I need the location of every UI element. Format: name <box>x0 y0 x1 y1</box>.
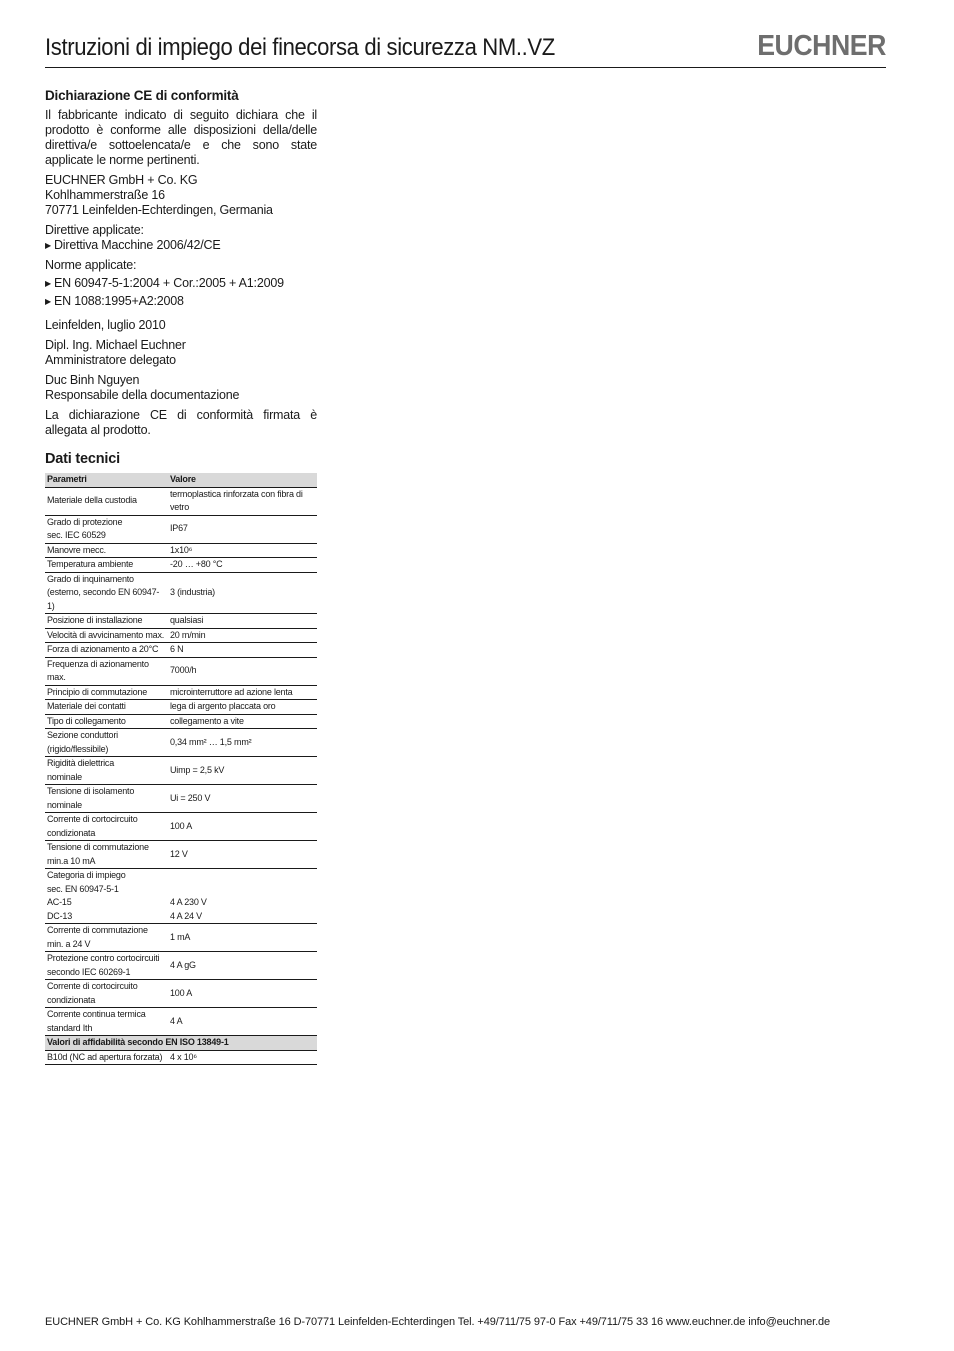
parameter-text: Forza di azionamento a 20°C <box>47 644 159 654</box>
parameter-text: Frequenza di azionamento max. <box>47 658 149 682</box>
value-text: 4 A gG <box>170 959 196 970</box>
value-cell <box>168 1050 317 1065</box>
parameter-cell <box>45 952 168 980</box>
parameter-cell <box>45 729 168 757</box>
table-row <box>45 1008 317 1036</box>
table-row <box>45 714 317 729</box>
value-text <box>170 883 315 897</box>
table-row <box>45 729 317 757</box>
parameter-cell <box>45 572 168 614</box>
value-text: 6 N <box>170 644 184 654</box>
value-text: 0,34 mm² … 1,5 mm² <box>170 736 252 747</box>
value-cell <box>168 785 317 813</box>
parameter-text: Materiale della custodia <box>47 495 137 506</box>
parameter-cell <box>45 1050 168 1065</box>
parameter-text: Materiale dei contatti <box>47 701 126 711</box>
value-cell <box>168 813 317 841</box>
parameter-text: Tensione di commutazione <box>47 842 149 852</box>
value-cell <box>168 924 317 952</box>
value-cell <box>168 980 317 1008</box>
signer-1: Dipl. Ing. Michael Euchner Amministratore delegato <box>45 338 186 367</box>
table-row <box>45 628 317 643</box>
tech-table-body <box>45 487 317 1065</box>
table-row <box>45 924 317 952</box>
value-text: microinterruttore ad azione lenta <box>170 686 293 697</box>
parameter-cell <box>45 558 168 573</box>
norm-item: ▶ EN 60947-5-1:2004 + Cor.:2005 + A1:2009 <box>45 276 284 290</box>
table-row <box>45 757 317 785</box>
parameter-cell <box>45 757 168 785</box>
value-text: 12 V <box>170 848 188 859</box>
parameter-text: Posizione di installazione <box>47 615 143 625</box>
declaration-closing: La dichiarazione CE di conformità firmata è allegata al prodotto. <box>45 408 317 437</box>
parameter-text: (rigido/flessibile) <box>47 743 109 754</box>
parameter-text: sec. EN 60947-5-1 <box>47 883 119 894</box>
norms-label: Norme applicate: <box>45 258 137 272</box>
value-text: qualsiasi <box>170 615 204 625</box>
value-text <box>170 869 315 883</box>
value-cell <box>168 643 317 658</box>
value-cell <box>168 543 317 558</box>
parameter-text: Manovre mecc. <box>47 544 106 555</box>
parameter-text: Grado di inquinamento <box>47 573 134 584</box>
parameter-text: Protezione contro cortocircuiti <box>47 953 160 963</box>
parameter-cell <box>45 714 168 729</box>
value-cell <box>168 628 317 643</box>
directives-block <box>45 223 317 253</box>
value-text: 100 A <box>170 820 193 831</box>
manufacturer-address <box>45 173 317 218</box>
value-text: 4 A <box>170 1015 183 1026</box>
parameter-text: Corrente di commutazione <box>47 925 148 935</box>
parameter-text: nominale <box>47 771 82 782</box>
value-cell <box>168 952 317 980</box>
parameter-text: condizionata <box>47 827 96 838</box>
parameter-cell <box>45 869 168 924</box>
table-row <box>45 558 317 573</box>
value-cell <box>168 729 317 757</box>
value-text: 100 A <box>170 987 193 998</box>
parameter-text: Categoria di impiego <box>47 870 126 880</box>
place-date: Leinfelden, luglio 2010 <box>45 318 166 332</box>
parameter-text: standard Ith <box>47 1022 93 1033</box>
value-text: termoplastica rinforzata con fibra di vetro <box>170 488 303 512</box>
value-text: 4 x 10⁶ <box>170 1051 197 1062</box>
bullet-triangle-icon: ▶ <box>45 279 51 288</box>
table-row <box>45 614 317 629</box>
value-text: 4 A 24 V <box>170 910 202 921</box>
parameter-text: min. a 24 V <box>47 938 91 949</box>
table-row <box>45 1050 317 1065</box>
column-header-value: Valore <box>168 473 317 487</box>
table-row <box>45 657 317 685</box>
value-cell <box>168 869 317 924</box>
tech-data-heading: Dati tecnici <box>45 451 120 467</box>
bullet-triangle-icon: ▶ <box>45 297 51 306</box>
parameter-cell <box>45 657 168 685</box>
parameter-cell <box>45 643 168 658</box>
parameter-text: min.a 10 mA <box>47 855 96 866</box>
value-text: IP67 <box>170 523 188 534</box>
table-row <box>45 813 317 841</box>
value-text: 3 (industria) <box>170 587 215 597</box>
table-row <box>45 841 317 869</box>
table-row <box>45 515 317 543</box>
value-text: Ui = 250 V <box>170 792 211 803</box>
reliability-section-row <box>45 1036 317 1051</box>
parameter-text: Corrente di cortocircuito <box>47 981 138 991</box>
value-cell <box>168 841 317 869</box>
value-cell <box>168 614 317 629</box>
tech-data-table <box>45 473 317 1065</box>
value-cell <box>168 1008 317 1036</box>
value-cell <box>168 757 317 785</box>
value-text: collegamento a vite <box>170 715 244 726</box>
parameter-cell <box>45 685 168 700</box>
table-header-row <box>45 473 317 487</box>
table-row <box>45 785 317 813</box>
value-text: 1 mA <box>170 931 191 942</box>
parameter-cell <box>45 813 168 841</box>
parameter-text: Corrente continua termica <box>47 1009 146 1019</box>
parameter-cell <box>45 543 168 558</box>
table-row <box>45 700 317 715</box>
value-cell <box>168 487 317 515</box>
value-cell <box>168 515 317 543</box>
parameter-cell <box>45 924 168 952</box>
parameter-text: sec. IEC 60529 <box>47 530 106 540</box>
value-text: 7000/h <box>170 665 197 676</box>
parameter-text: secondo IEC 60269-1 <box>47 966 131 977</box>
parameter-text: Rigidità dielettrica <box>47 758 115 768</box>
parameter-text: Principio di commutazione <box>47 686 148 697</box>
parameter-text: Sezione conduttori <box>47 730 118 740</box>
parameter-text: B10d (NC ad apertura forzata) <box>47 1051 163 1062</box>
parameter-text: Corrente di cortocircuito <box>47 814 138 824</box>
norms-block <box>45 258 317 309</box>
value-text: lega di argento placcata oro <box>170 701 276 711</box>
value-text: 4 A 230 V <box>170 897 207 907</box>
parameter-cell <box>45 628 168 643</box>
value-cell <box>168 700 317 715</box>
parameter-text: AC-15 <box>47 897 72 907</box>
parameter-text: Temperatura ambiente <box>47 559 134 569</box>
value-cell <box>168 657 317 685</box>
parameter-cell <box>45 785 168 813</box>
parameter-cell <box>45 841 168 869</box>
value-cell <box>168 572 317 614</box>
parameter-text: (esterno, secondo EN 60947-1) <box>47 587 160 611</box>
parameter-text: Velocità di avvicinamento max. <box>47 629 165 640</box>
table-row <box>45 572 317 614</box>
page-header <box>45 30 886 68</box>
parameter-cell <box>45 515 168 543</box>
value-text: -20 … +80 °C <box>170 559 223 569</box>
parameter-cell <box>45 700 168 715</box>
value-text: Uimp = 2,5 kV <box>170 764 225 775</box>
parameter-text: Grado di protezione <box>47 516 123 527</box>
euchner-logo: EUCHNER <box>757 30 886 62</box>
address-line: 70771 Leinfelden-Echterdingen, Germania <box>45 203 273 217</box>
directive-item: ▶ Direttiva Macchine 2006/42/CE <box>45 238 221 252</box>
value-cell <box>168 685 317 700</box>
table-row <box>45 952 317 980</box>
table-row <box>45 980 317 1008</box>
table-row <box>45 543 317 558</box>
signer-2: Duc Binh Nguyen Responsabile della documentazione <box>45 373 240 402</box>
content-column <box>45 88 317 1065</box>
parameter-cell <box>45 614 168 629</box>
parameter-cell <box>45 980 168 1008</box>
address-line: EUCHNER GmbH + Co. KG <box>45 173 198 187</box>
parameter-cell <box>45 487 168 515</box>
value-cell <box>168 558 317 573</box>
address-line: Kohlhammerstraße 16 <box>45 188 165 202</box>
parameter-cell <box>45 1008 168 1036</box>
bullet-triangle-icon: ▶ <box>45 241 51 250</box>
value-text: 1x10⁶ <box>170 544 193 555</box>
value-text: 20 m/min <box>170 629 206 640</box>
column-header-parameters: Parametri <box>45 473 168 487</box>
page-footer: EUCHNER GmbH + Co. KG Kohlhammerstraße 16 D-70771 Leinfelden-Echterdingen Tel. +49/711/75 97-0 Fax +49/711/75 33 16 www.euchner.de info@euchner.de <box>45 1316 831 1328</box>
table-row <box>45 685 317 700</box>
declaration-heading: Dichiarazione CE di conformità <box>45 88 239 103</box>
parameter-text: DC-13 <box>47 910 73 921</box>
parameter-text: condizionata <box>47 994 96 1005</box>
parameter-text: Tensione di isolamento nominale <box>47 786 135 810</box>
table-row <box>45 869 317 924</box>
declaration-intro: Il fabbricante indicato di seguito dichiara che il prodotto è conforme alle disposizioni della/delle direttiva/e sottoelencata/e e che sono state applicate le norme pertinenti. <box>45 108 317 167</box>
parameter-text: Tipo di collegamento <box>47 715 126 726</box>
table-row <box>45 487 317 515</box>
directives-label: Direttive applicate: <box>45 223 144 237</box>
reliability-heading: Valori di affidabilità secondo EN ISO 13849-1 <box>45 1036 317 1051</box>
page-title: Istruzioni di impiego dei finecorsa di sicurezza NM..VZ <box>45 34 555 61</box>
value-cell <box>168 714 317 729</box>
norm-item: ▶ EN 1088:1995+A2:2008 <box>45 294 184 308</box>
table-row <box>45 643 317 658</box>
